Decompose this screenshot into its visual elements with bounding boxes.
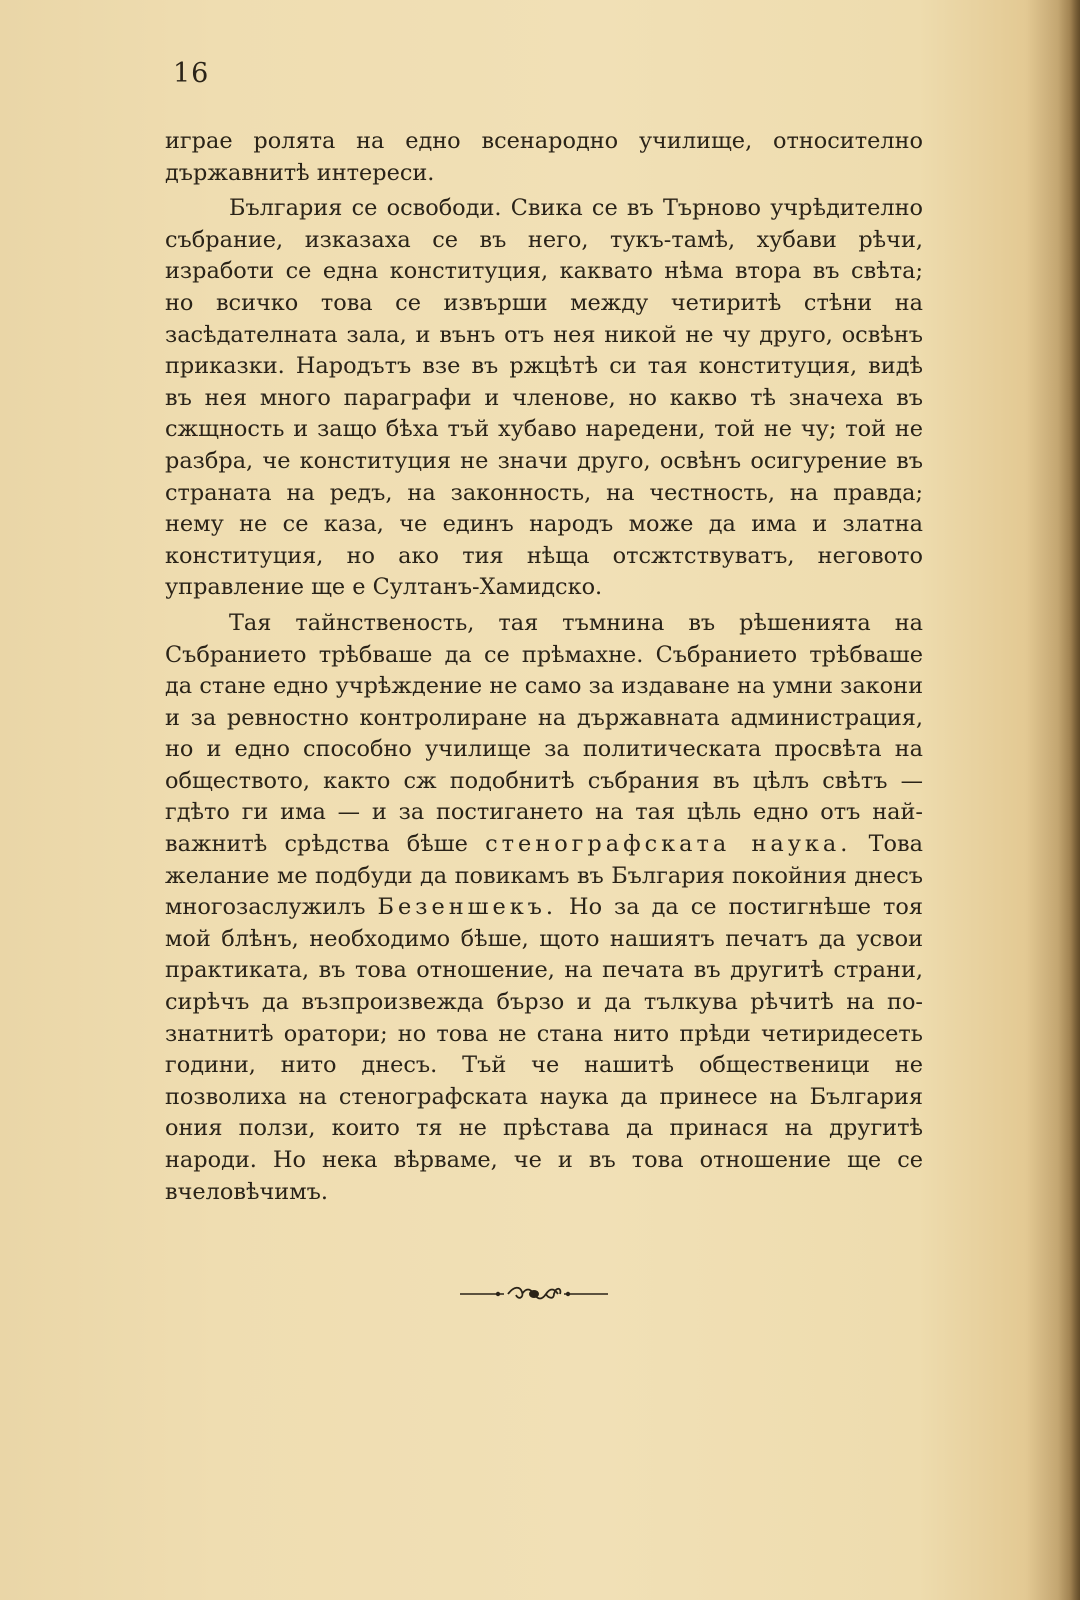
- paragraph-1: играе ролята на едно всенародно училище, относително държавнитѣ интереси.: [165, 128, 923, 186]
- paragraph-3-part-a: Тая тайнственость, тая тъмнина въ рѣшенията на Събранието трѣбваше да се прѣмахне. Събранието трѣбваше да стане едно учрѣждение не само за издаване на умни закони и за ревностно контролиране на държавната администрация, но и едно способно училище за политическата просвѣта на обществото, както сж подобнитѣ събрания въ цѣлъ свѣтъ — гдѣто ги има — и за постигането на тая цѣль едно отъ най-важнитѣ срѣдства бѣше: [165, 609, 923, 858]
- paragraph-3: [165, 608, 923, 1208]
- paragraph-2: България се освободи. Свика се въ Търново учрѣдително събрание, изказаха се въ него, тукъ-тамѣ, хубави рѣчи, изработи се една конституция, каквато нѣма втора въ свѣта; но всичко това се извърши между четиритѣ стѣни на засѣдателната зала, и вънъ отъ нея никой не чу друго, освѣнъ приказки. Народътъ взе въ ржцѣтѣ си тая конституция, видѣ въ нея много параграфи и членове, но какво тѣ значеха въ сжщность и защо бѣха тъй хубаво наредени, той не чу; той не разбра, че конституция не значи друго, освѣнъ осигурение въ страната на редъ, на законность, на честность, на правда; нему не се каза, че единъ народъ може да има и златна конституция, но ако тия нѣща отсжтствуватъ, неговото управление ще е Султанъ-Хамидско.: [165, 195, 923, 601]
- page-number: 16: [173, 58, 210, 89]
- paragraph-3-part-c: Но за да се постигнѣше тоя мой блѣнъ, необходимо бѣше, щото нашиятъ печатъ да усвои практиката, въ това отношение, на печата въ другитѣ страни, сирѣчъ да възпроизвежда бързо и да тълкува рѣчитѣ на по-знатнитѣ оратори; но това не стана нито прѣди четиридесеть години, нито днесъ. Тъй че нашитѣ общественици не позволиха на стенографската наука да принесе на България ония ползи, които тя не прѣстава да принася на другитѣ народи. Но нека вѣрваме, че и въ това отношение ще се вчеловѣчимъ.: [165, 894, 923, 1205]
- paragraph-3-part-b: Това желание ме подбуди да повикамъ въ България покойния днесъ многозаслужилъ: [165, 831, 923, 921]
- body-text: [165, 126, 923, 1212]
- ornament-divider-icon: [460, 1282, 608, 1306]
- emphasis-stenography: стенографската наука.: [485, 831, 852, 858]
- emphasis-bezenshek: Безеншекъ.: [377, 894, 558, 921]
